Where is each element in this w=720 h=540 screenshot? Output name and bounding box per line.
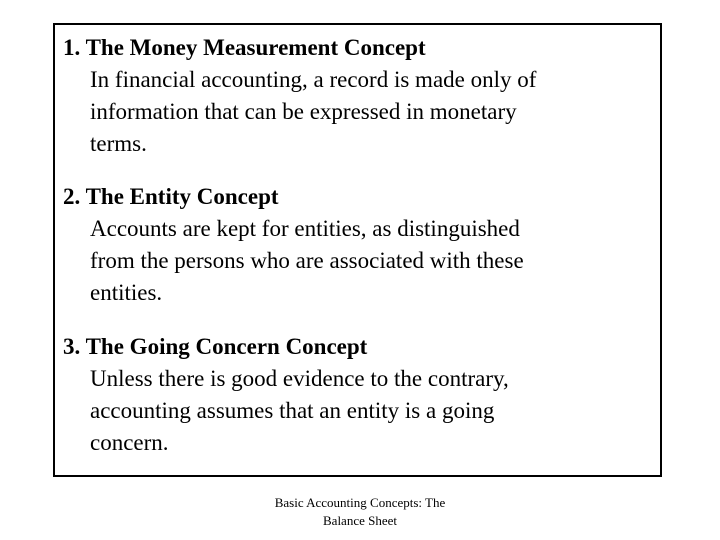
concept-title: 3. The Going Concern Concept xyxy=(63,334,368,359)
concept-description xyxy=(63,64,650,160)
concept-description xyxy=(63,213,650,309)
concept-title: 2. The Entity Concept xyxy=(63,184,279,209)
footer-line: Balance Sheet xyxy=(323,513,397,528)
description-line: entities. xyxy=(90,280,163,305)
concept-title: 1. The Money Measurement Concept xyxy=(63,35,426,60)
concept-going-concern xyxy=(63,331,653,459)
concept-description xyxy=(63,363,650,459)
description-line: from the persons who are associated with these xyxy=(90,248,524,273)
concept-entity xyxy=(63,181,653,309)
description-line: Accounts are kept for entities, as distinguished xyxy=(90,216,520,241)
footer-line: Basic Accounting Concepts: The xyxy=(274,495,446,510)
slide-footer xyxy=(240,494,480,530)
description-line: accounting assumes that an entity is a going xyxy=(90,398,495,423)
description-line: terms. xyxy=(90,131,147,156)
slide-content-box xyxy=(53,23,662,477)
concept-money-measurement xyxy=(63,32,653,160)
description-line: concern. xyxy=(90,430,169,455)
description-line: information that can be expressed in monetary xyxy=(90,99,517,124)
description-line: Unless there is good evidence to the contrary, xyxy=(90,366,509,391)
description-line: In financial accounting, a record is made only of xyxy=(90,67,537,92)
